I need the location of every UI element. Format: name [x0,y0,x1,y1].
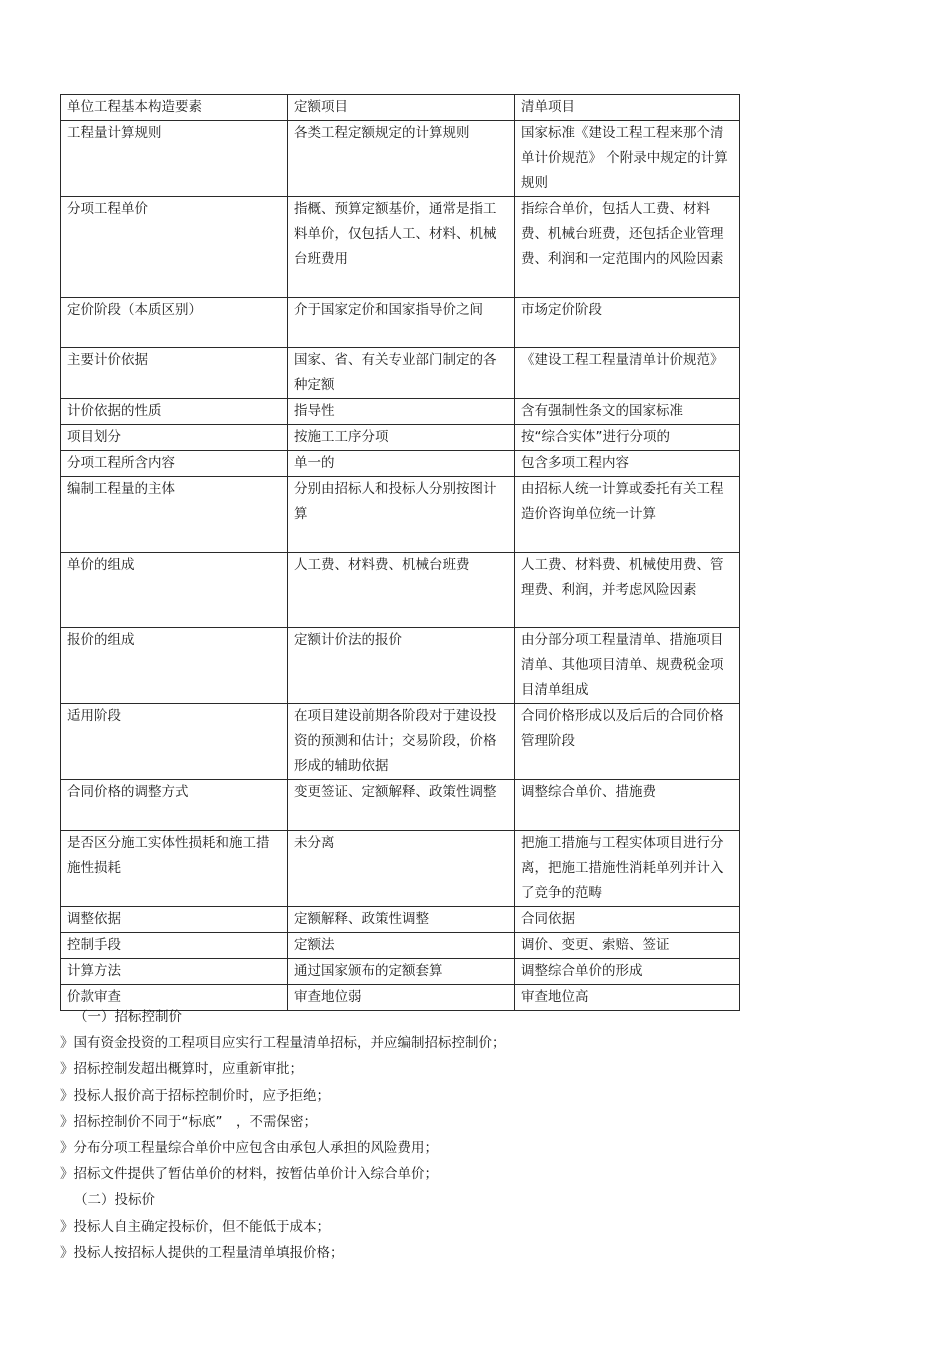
table-cell: 国家标准《建设工程工程来那个清单计价规范》 个附录中规定的计算规则 [515,121,740,197]
table-cell: 审查地位弱 [288,985,515,1011]
note-item: 》招标控制价不同于“标底” ，不需保密； [60,1113,317,1130]
table-row [61,425,740,451]
table-row [61,831,740,907]
table-cell: 适用阶段 [61,704,288,780]
table-cell: 定额解释、政策性调整 [288,907,515,933]
table-cell: 按“综合实体”进行分项的 [515,425,740,451]
table-cell: 工程量计算规则 [61,121,288,197]
table-row [61,348,740,399]
table-cell: 单价的组成 [61,553,288,628]
note-item: 》投标人按招标人提供的工程量清单填报价格； [60,1244,344,1261]
table-cell: 调整综合单价、措施费 [515,780,740,831]
table-row [61,628,740,704]
table-cell: 计价依据的性质 [61,399,288,425]
table-cell: 项目划分 [61,425,288,451]
table-cell: 价款审查 [61,985,288,1011]
notes-section [60,1004,900,1266]
table-cell: 市场定价阶段 [515,298,740,348]
table-row [61,780,740,831]
table-cell: 包含多项工程内容 [515,451,740,477]
table-row [61,121,740,197]
table-row [61,959,740,985]
table-cell: 单一的 [288,451,515,477]
table-cell: 调价、变更、索赔、签证 [515,933,740,959]
table-cell: 指导性 [288,399,515,425]
note-item: 》投标人自主确定投标价，但不能低于成本； [60,1218,330,1235]
table-cell: 介于国家定价和国家指导价之间 [288,298,515,348]
table-cell: 由分部分项工程量清单、措施项目清单、其他项目清单、规费税金项目清单组成 [515,628,740,704]
table-cell: 调整依据 [61,907,288,933]
note-item: 》招标文件提供了暂估单价的材料，按暂估单价计入综合单价； [60,1166,438,1183]
note-item: 》招标控制发超出概算时，应重新审批； [60,1061,303,1078]
table-cell: 定额法 [288,933,515,959]
table-row [61,477,740,553]
table-cell: 《建设工程工程量清单计价规范》 [515,348,740,399]
table-cell: 控制手段 [61,933,288,959]
note-item: 》国有资金投资的工程项目应实行工程量清单招标，并应编制招标控制价； [60,1035,506,1052]
table-cell: 分别由招标人和投标人分别按图计算 [288,477,515,553]
table-cell: 定额计价法的报价 [288,628,515,704]
note-item: 》分布分项工程量综合单价中应包含由承包人承担的风险费用； [60,1139,438,1156]
section-heading: （二）投标价 [74,1192,155,1209]
table-body [61,95,740,1011]
table-header-cell: 清单项目 [515,95,740,121]
table-cell: 人工费、材料费、机械使用费、管理费、利润，并考虑风险因素 [515,553,740,628]
section-heading: （一）招标控制价 [74,1009,182,1025]
table-cell: 未分离 [288,831,515,907]
table-cell: 合同价格的调整方式 [61,780,288,831]
table-row [61,197,740,298]
table-cell: 合同依据 [515,907,740,933]
table-cell: 编制工程量的主体 [61,477,288,553]
table-row [61,704,740,780]
table-row [61,933,740,959]
table-cell: 在项目建设前期各阶段对于建设投资的预测和估计；交易阶段，价格形成的辅助依据 [288,704,515,780]
table-cell: 审查地位高 [515,985,740,1011]
table-cell: 国家、省、有关专业部门制定的各种定额 [288,348,515,399]
table-row [61,399,740,425]
table-cell: 通过国家颁布的定额套算 [288,959,515,985]
table-cell: 主要计价依据 [61,348,288,399]
table-cell: 指综合单价，包括人工费、材料费、机械台班费，还包括企业管理费、利润和一定范围内的风险因素 [515,197,740,298]
note-item: 》投标人报价高于招标控制价时，应予拒绝； [60,1087,330,1104]
table-header-cell: 单位工程基本构造要素 [61,95,288,121]
table-cell: 调整综合单价的形成 [515,959,740,985]
table-cell: 变更签证、定额解释、政策性调整 [288,780,515,831]
table-cell: 各类工程定额规定的计算规则 [288,121,515,197]
table-row [61,907,740,933]
comparison-table [60,94,740,1011]
table-row [61,553,740,628]
table-cell: 含有强制性条文的国家标准 [515,399,740,425]
table-header-row [61,95,740,121]
table-cell: 定价阶段（本质区别） [61,298,288,348]
table-cell: 合同价格形成以及后后的合同价格管理阶段 [515,704,740,780]
table-header-cell: 定额项目 [288,95,515,121]
table-cell: 指概、预算定额基价，通常是指工料单价，仅包括人工、材料、机械台班费用 [288,197,515,298]
table-cell: 把施工措施与工程实体项目进行分离，把施工措施性消耗单列并计入了竞争的范畴 [515,831,740,907]
table-cell: 分项工程单价 [61,197,288,298]
table-cell: 人工费、材料费、机械台班费 [288,553,515,628]
table-cell: 报价的组成 [61,628,288,704]
table-cell: 由招标人统一计算或委托有关工程造价咨询单位统一计算 [515,477,740,553]
table-cell: 计算方法 [61,959,288,985]
table-cell: 按施工工序分项 [288,425,515,451]
table-row [61,298,740,348]
table-cell: 是否区分施工实体性损耗和施工措施性损耗 [61,831,288,907]
table-cell: 分项工程所含内容 [61,451,288,477]
table-row [61,451,740,477]
